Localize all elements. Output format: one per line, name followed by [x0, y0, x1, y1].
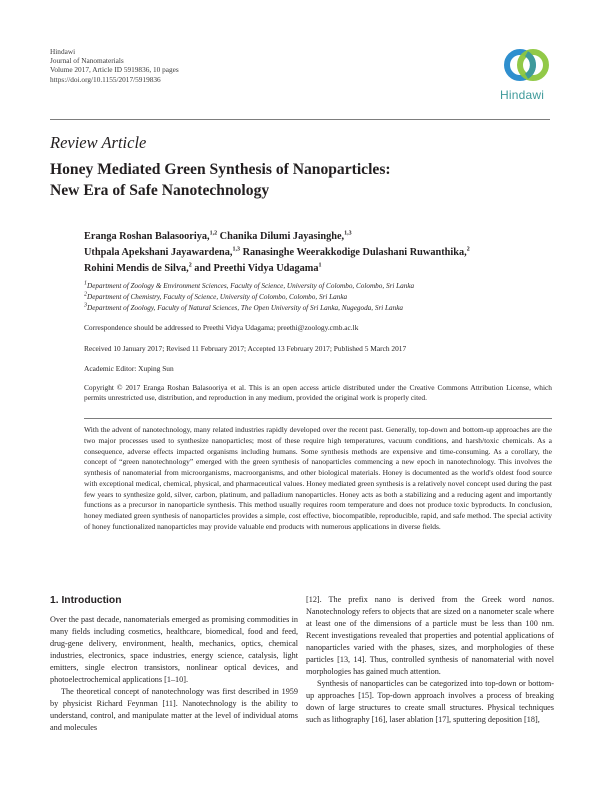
body-column-left: [50, 614, 298, 734]
author-line-2: [84, 245, 554, 261]
author-3: Uthpala Apekshani Jayawardena,: [84, 247, 233, 259]
author-line-3: [84, 261, 554, 277]
intro-paragraph-1: Over the past decade, nanomaterials emerged as promising commodities in many fields including cosmetics, healthcare, biomedical, food and feed, drug-gene delivery, environment, health, mechanics, optics, chemical industries, electronics, space industries, energy science, catalysis, light emitters, single electron transistors, nonlinear optical devices, and photoelectrochemical applications [1–10].: [50, 615, 298, 685]
title-line-1: Honey Mediated Green Synthesis of Nanoparticles:: [50, 161, 391, 178]
affiliation-3-number: 3: [84, 302, 87, 309]
section-heading-introduction: 1. Introduction: [50, 595, 122, 606]
correspondence: Correspondence should be addressed to Preethi Vidya Udagama; preethi@zoology.cmb.ac.lk: [84, 323, 359, 332]
publication-dates: Received 10 January 2017; Revised 11 February 2017; Accepted 13 February 2017; Published 5 March 2017: [84, 344, 407, 353]
author-6: and Preethi Vidya Udagama: [194, 263, 319, 275]
author-4: Ranasinghe Weerakkodige Dulashani Ruwanthika,: [242, 247, 467, 259]
journal-header: [50, 47, 300, 84]
copyright-rule: [84, 418, 552, 419]
volume-info: Volume 2017, Article ID 5919836, 10 pages: [50, 65, 179, 75]
intro-paragraph-3-part-b: . Nanotechnology refers to objects that are sized on a nanometer scale where at least one of the dimensions of a particle must be less than 100 nm. Recent investigations revealed that properties and potential applications of nanoparticles varied with the phases, sizes, and morphologies of these particles [13, 14]. Thus, controlled synthesis of nanomaterial with novel morphologies has gained much attention.: [306, 595, 554, 677]
author-line-1: [84, 229, 554, 245]
hindawi-logo: [498, 44, 556, 104]
author-3-affiliation: 1,3: [232, 246, 240, 253]
intro-paragraph-2: The theoretical concept of nanotechnology was first described in 1959 by physicist Richard Feynman [11]. Nanotechnology is the ability to understand, control, and manipulate matter at the level of individual atoms and molecules: [50, 687, 298, 733]
header-rule: [50, 119, 550, 120]
doi-link[interactable]: https://doi.org/10.1155/2017/5919836: [50, 74, 161, 84]
affiliation-2-number: 2: [84, 291, 87, 298]
affiliation-3: [84, 303, 554, 314]
article-title: [50, 159, 570, 201]
affiliation-1-number: 1: [84, 280, 87, 287]
publisher-name: Hindawi: [50, 47, 76, 56]
author-list: [84, 229, 554, 278]
copyright-notice: Copyright © 2017 Eranga Roshan Balasooriya et al. This is an open access article distributed under the Creative Commons Attribution License, which permits unrestricted use, distribution, and reproduction in any medium, provided the original work is properly cited.: [84, 383, 552, 402]
intro-paragraph-4: Synthesis of nanoparticles can be categorized into top-down or bottom-up approaches [15]. Top-down approach involves a process of breaking down of large structures to create small structures. Physical techniques such as lithography [16], laser ablation [17], sputtering deposition [18],: [306, 679, 554, 725]
affiliations: [84, 281, 554, 313]
author-2: Chanika Dilumi Jayasinghe,: [219, 231, 345, 242]
author-1: Eranga Roshan Balasooriya,: [84, 231, 210, 242]
body-column-right: [306, 594, 554, 727]
author-2-affiliation: 1,3: [344, 230, 352, 237]
intro-paragraph-3-part-a: [12]. The prefix nano is derived from the Greek word: [306, 595, 533, 604]
hindawi-logo-text: Hindawi: [500, 88, 545, 102]
greek-word: nanos: [532, 595, 552, 604]
journal-name: Journal of Nanomaterials: [50, 56, 124, 66]
affiliation-1: [84, 281, 554, 292]
academic-editor: Academic Editor: Xuping Sun: [84, 364, 174, 373]
author-4-affiliation: 2: [466, 246, 470, 253]
affiliation-3-text: Department of Zoology, Faculty of Natural Sciences, The Open University of Sri Lanka, Nugegoda, Sri Lanka: [87, 303, 404, 312]
affiliation-2-text: Department of Chemistry, Faculty of Science, University of Colombo, Colombo, Sri Lanka: [87, 292, 348, 301]
author-5-affiliation: 2: [188, 262, 192, 269]
intro-paragraph-3: [306, 594, 554, 678]
title-line-2: New Era of Safe Nanotechnology: [50, 182, 270, 199]
article-type: Review Article: [50, 133, 147, 152]
affiliation-1-text: Department of Zoology & Environment Sciences, Faculty of Science, University of Colombo, Colombo, Sri Lanka: [87, 282, 415, 290]
author-5: Rohini Mendis de Silva,: [84, 263, 189, 275]
author-1-affiliation: 1,2: [209, 230, 218, 237]
hindawi-logo-icon: [498, 44, 556, 88]
author-6-affiliation: 1: [318, 262, 322, 269]
affiliation-2: [84, 292, 554, 303]
abstract: With the advent of nanotechnology, many related industries rapidly developed over the recent past. Generally, top-down and bottom-up approaches are the two major processes used to synthesize nanoparticles; most of these require high temperatures, vacuum conditions, and harsh/toxic chemicals. As a consequence, adverse effects impacted organisms including humans. Some synthesis methods are expensive and time-consuming. As a corollary, the concept of “green nanotechnology” emerged with the green synthesis of nanoparticles commencing a new epoch in nanotechnology. This involves the synthesis of nanomaterial from microorganisms, macroorganisms, and other biological materials. Honey is documented as the world's oldest food source with exceptional medical, chemical, physical, and pharmaceutical values. Honey mediated green synthesis is a relatively novel concept used during the past few years to synthesize gold, silver, carbon, platinum, and palladium nanoparticles. Honey acts as both a stabilizing and a reducing agent and importantly functions as a precursor in nanoparticle synthesis. This method usually requires room temperature and does not produce toxic byproducts. In conclusion, honey mediated green synthesis of nanoparticles provides a simple, cost effective, biocompatible, reproducible, rapid, and safe method. The special activity of honey functionalized nanoparticles may provide valuable end products with numerous applications in diverse fields.: [84, 425, 552, 531]
